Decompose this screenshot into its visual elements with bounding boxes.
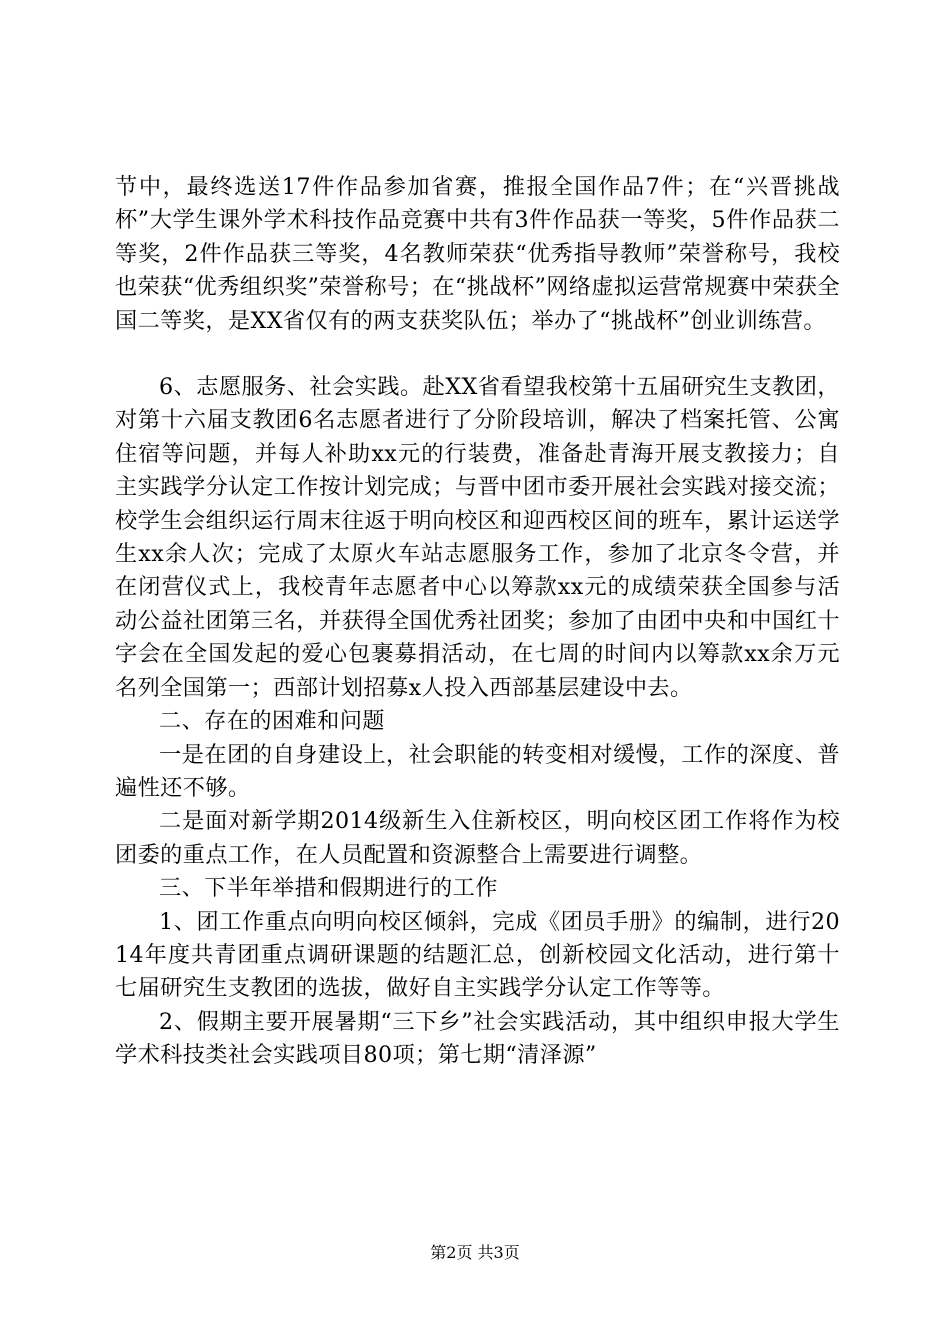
document-body [115,171,840,1073]
section-heading-next-steps: 三、下半年举措和假期进行的工作 [159,875,498,902]
page-footer: 第2页 共3页 [430,1243,520,1262]
paragraph-problem-one: 一是在团的自身建设上，社会职能的转变相对缓慢，工作的深度、普遍性还不够。 [115,741,840,801]
paragraph-problem-two: 二是面对新学期2014级新生入住新校区，明向校区团工作将作为校团委的重点工作，在人员配置和资源整合上需要进行调整。 [115,808,840,868]
paragraph-competition-results: 节中，最终选送17件作品参加省赛，推报全国作品7件；在“兴晋挑战杯”大学生课外学术科技作品竞赛中共有3件作品获一等奖，5件作品获二等奖，2件作品获三等奖，4名教师荣获“优秀指导教师”荣誉称号，我校也荣获“优秀组织奖”荣誉称号；在“挑战杯”网络虚拟运营常规赛中荣获全国二等奖，是XX省仅有的两支获奖队伍；举办了“挑战杯”创业训练营。 [115,174,840,334]
section-heading-difficulties: 二、存在的困难和问题 [159,708,385,735]
paragraph-spacer [115,338,840,371]
paragraph-volunteer-service: 6、志愿服务、社会实践。赴XX省看望我校第十五届研究生支教团，对第十六届支教团6名志愿者进行了分阶段培训，解决了档案托管、公寓住宿等问题，并每人补助xx元的行装费，准备赴青海开展支教接力；自主实践学分认定工作按计划完成；与晋中团市委开展社会实践对接交流；校学生会组织运行周末往返于明向校区和迎西校区间的班车，累计运送学生xx余人次；完成了太原火车站志愿服务工作，参加了北京冬令营，并在闭营仪式上，我校青年志愿者中心以筹款xx元的成绩荣获全国参与活动公益社团第三名，并获得全国优秀社团奖；参加了由团中央和中国红十字会在全国发起的爱心包裹募捐活动，在七周的时间内以筹款xx余万元名列全国第一；西部计划招募x人投入西部基层建设中去。 [115,374,840,701]
paragraph-plan-two: 2、假期主要开展暑期“三下乡”社会实践活动，其中组织申报大学生学术科技类社会实践项目80项；第七期“清泽源” [115,1008,840,1069]
paragraph-plan-one: 1、团工作重点向明向校区倾斜，完成《团员手册》的编制，进行2014年度共青团重点调研课题的结题汇总，创新校园文化活动，进行第十七届研究生支教团的选拔，做好自主实践学分认定工作等等。 [115,908,840,1002]
